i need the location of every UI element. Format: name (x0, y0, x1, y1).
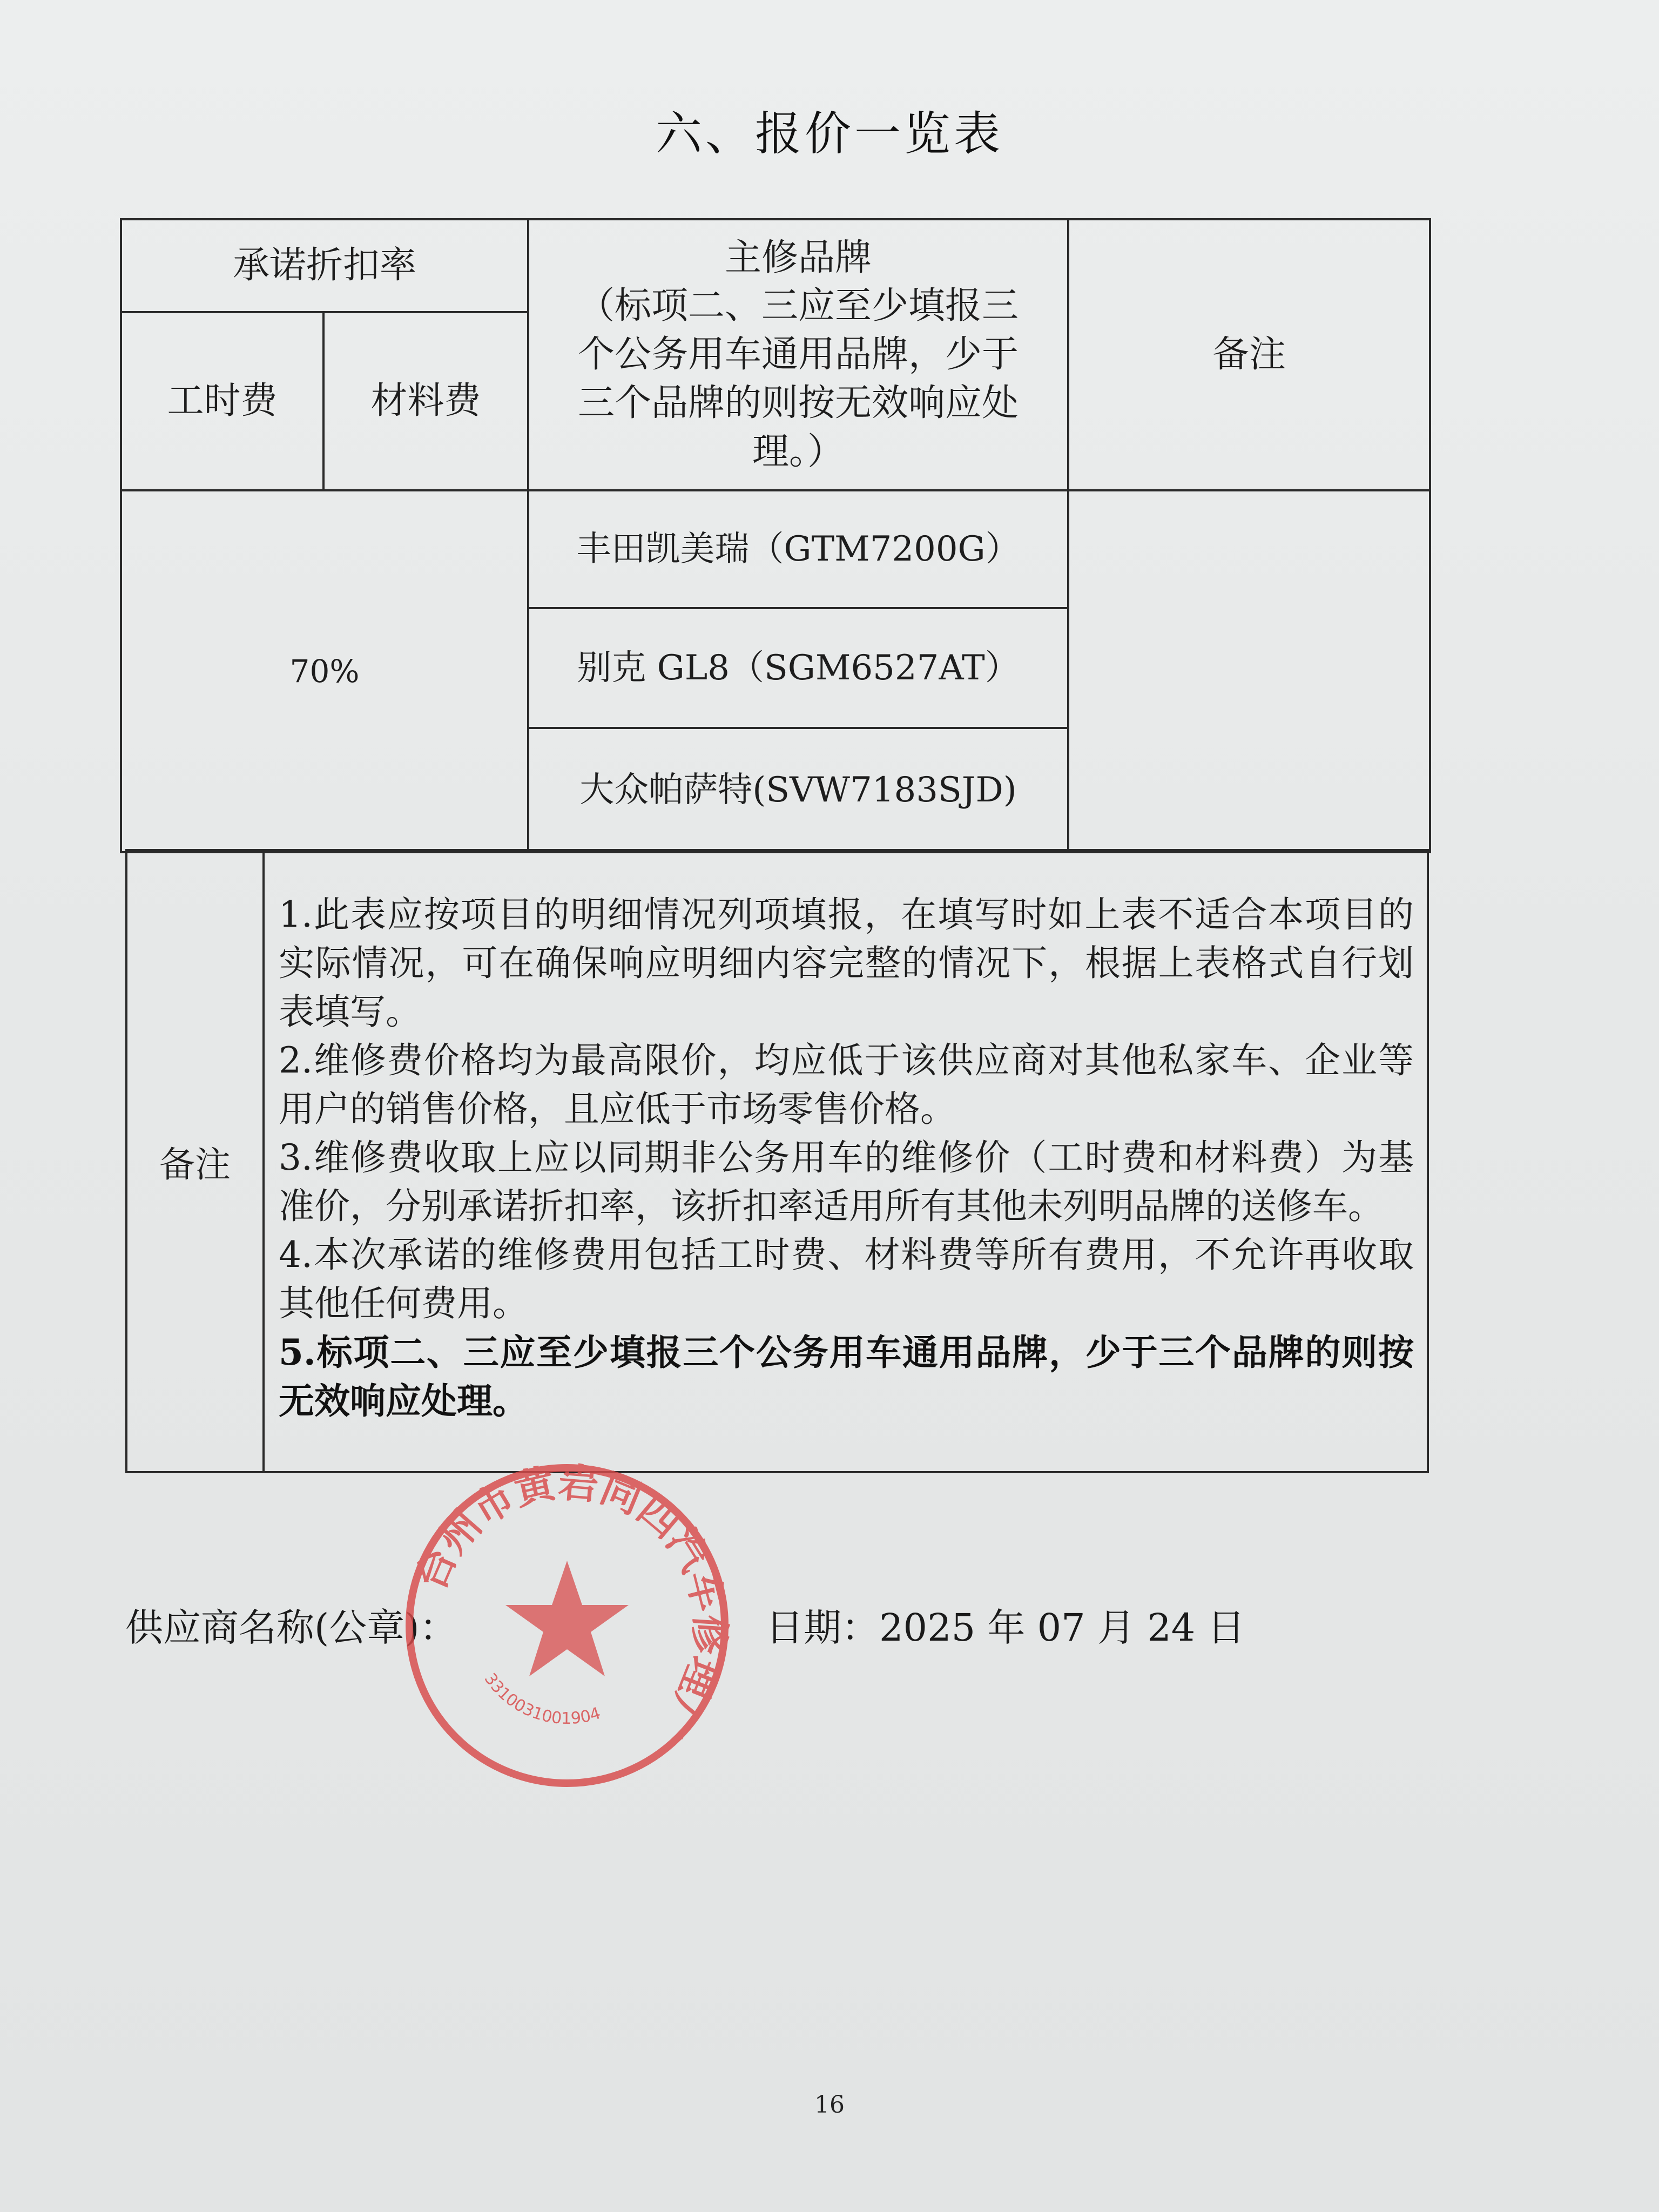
header-main-brand (528, 219, 1068, 490)
page-title: 六、报价一览表 (656, 107, 1003, 161)
quote-table (120, 218, 1431, 853)
notes-table (125, 849, 1429, 1473)
header-brand-line: 三个品牌的则按无效响应处 (578, 381, 1019, 424)
note-item: 1.此表应按项目的明细情况列项填报，在填写时如上表不适合本项目的实际情况，可在确保响应明细内容完整的情况下，根据上表格式自行划表填写。 (279, 894, 1414, 1033)
page-number: 16 (814, 2091, 845, 2119)
header-material-fee: 材料费 (323, 312, 528, 490)
header-remark: 备注 (1068, 219, 1430, 490)
note-item: 4.本次承诺的维修费用包括工时费、材料费等所有费用，不允许再收取其他任何费用。 (279, 1234, 1414, 1324)
note-item: 2.维修费价格均为最高限价，均应低于该供应商对其他私家车、企业等用户的销售价格，且应低于市场零售价格。 (279, 1040, 1414, 1130)
company-seal (400, 1458, 734, 1793)
star-icon (505, 1561, 629, 1676)
date-text: 日期：2025 年 07 月 24 日 (766, 1606, 1245, 1650)
brand-row: 别克 GL8（SGM6527AT） (528, 608, 1068, 728)
notes-content (264, 850, 1428, 1472)
header-brand-line: （标项二、三应至少填报三 (578, 285, 1019, 328)
seal-name-text: 台州市黄岩同四汽车修理厂 (407, 1459, 733, 1746)
notes-label: 备注 (126, 850, 264, 1472)
discount-rate-value: 70% (121, 490, 528, 852)
note-item: 3.维修费收取上应以同期非公务用车的维修价（工时费和材料费）为基准价，分别承诺折扣率，该折扣率适用所有其他未列明品牌的送修车。 (279, 1137, 1414, 1227)
header-brand-line: 个公务用车通用品牌，少于 (578, 333, 1019, 376)
remark-value (1068, 490, 1430, 852)
note-item-bold: 5.标项二、三应至少填报三个公务用车通用品牌，少于三个品牌的则按无效响应处理。 (279, 1331, 1414, 1422)
header-brand-line: 理。） (752, 430, 845, 473)
brand-row: 丰田凯美瑞（GTM7200G） (528, 490, 1068, 608)
seal-code-text: 3310031001904 (480, 1670, 603, 1729)
brand-row: 大众帕萨特(SVW7183SJD) (528, 728, 1068, 852)
header-brand-line: 主修品牌 (725, 236, 872, 279)
header-discount-rate: 承诺折扣率 (121, 219, 528, 312)
supplier-name-label: 供应商名称(公章)： (125, 1606, 457, 1650)
header-labor-fee: 工时费 (121, 312, 323, 490)
